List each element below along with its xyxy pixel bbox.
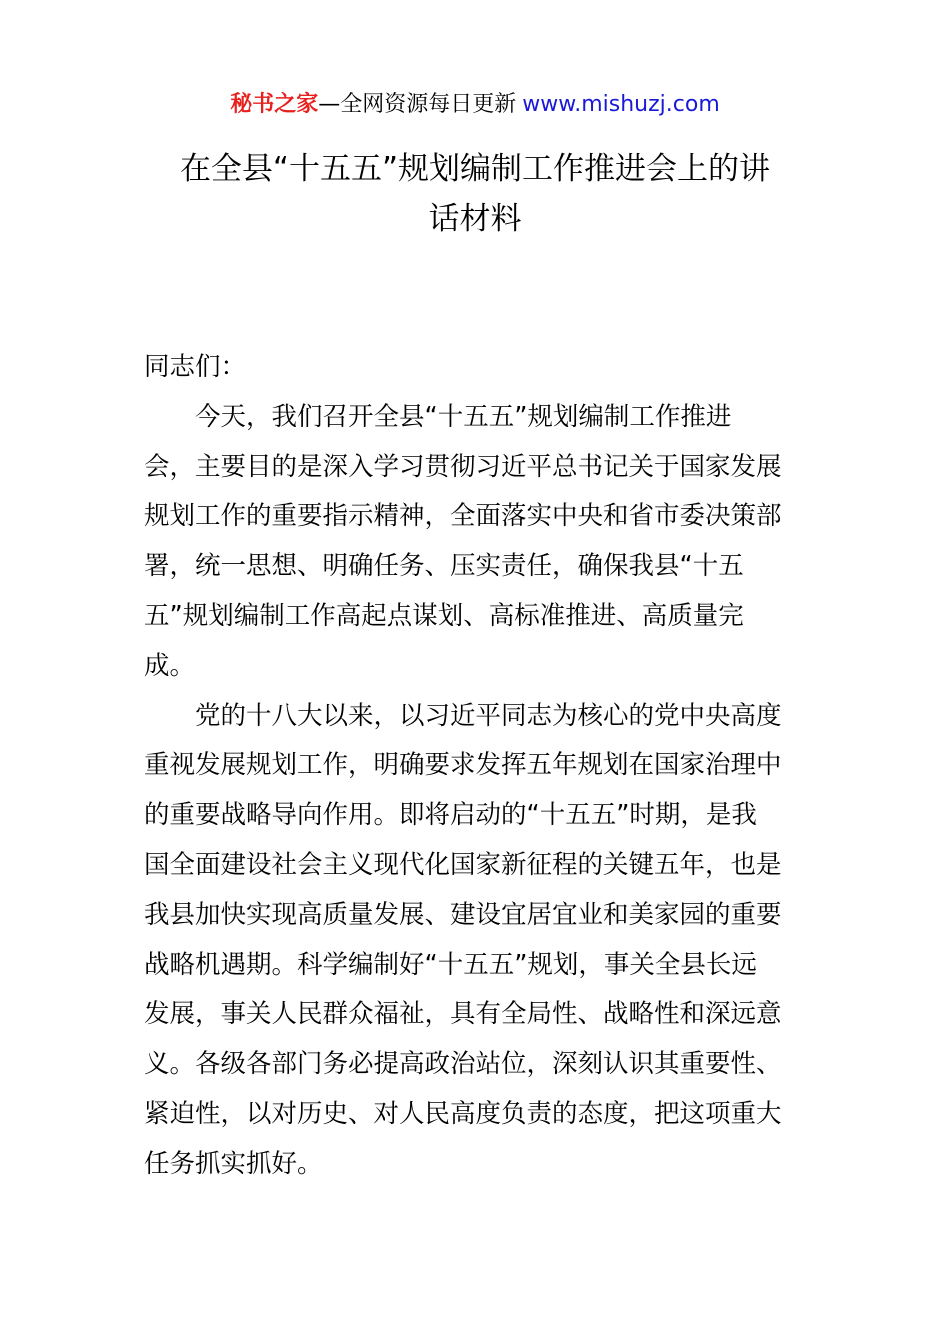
title-line: 在全县“十五五”规划编制工作推进会上的讲	[179, 151, 771, 187]
paragraph-line: 五”规划编制工作高起点谋划、高标准推进、高质量完	[144, 600, 744, 631]
salutation: 同志们：	[144, 352, 247, 382]
brand-name: 秘书之家	[230, 92, 319, 117]
paragraph-line: 战略机遇期。科学编制好“十五五”规划，事关全县长远	[144, 949, 757, 980]
site-url-link[interactable]: www.mishuzj.com	[522, 92, 720, 117]
header-tagline: —全网资源每日更新	[318, 92, 517, 117]
paragraph-line: 重视发展规划工作，明确要求发挥五年规划在国家治理中	[144, 750, 782, 781]
paragraph-line: 今天，我们召开全县“十五五”规划编制工作推进	[195, 401, 732, 432]
site-header	[0, 88, 950, 122]
title-line: 话材料	[428, 201, 522, 237]
document-title	[140, 144, 810, 244]
paragraph-line: 署，统一思想、明确任务、压实责任，确保我县“十五	[144, 551, 744, 582]
paragraph-line: 义。各级各部门务必提高政治站位，深刻认识其重要性、	[144, 1049, 782, 1080]
paragraph-line: 会，主要目的是深入学习贯彻习近平总书记关于国家发展	[144, 451, 782, 482]
paragraph	[144, 692, 814, 1190]
paragraph-line: 紧迫性，以对历史、对人民高度负责的态度，把这项重大	[144, 1098, 782, 1129]
document-body	[144, 343, 814, 1190]
paragraph-line: 成。	[144, 650, 196, 681]
paragraph-line: 规划工作的重要指示精神，全面落实中央和省市委决策部	[144, 501, 782, 532]
paragraph	[144, 393, 814, 692]
paragraph-line: 的重要战略导向作用。即将启动的“十五五”时期，是我	[144, 800, 757, 831]
paragraph-line: 党的十八大以来，以习近平同志为核心的党中央高度	[195, 700, 782, 731]
paragraph-line: 发展，事关人民群众福祉，具有全局性、战略性和深远意	[144, 999, 782, 1030]
paragraph-line: 我县加快实现高质量发展、建设宜居宜业和美家园的重要	[144, 899, 782, 930]
paragraph-line: 任务抓实抓好。	[144, 1148, 323, 1179]
paragraph-line: 国全面建设社会主义现代化国家新征程的关键五年，也是	[144, 849, 782, 880]
